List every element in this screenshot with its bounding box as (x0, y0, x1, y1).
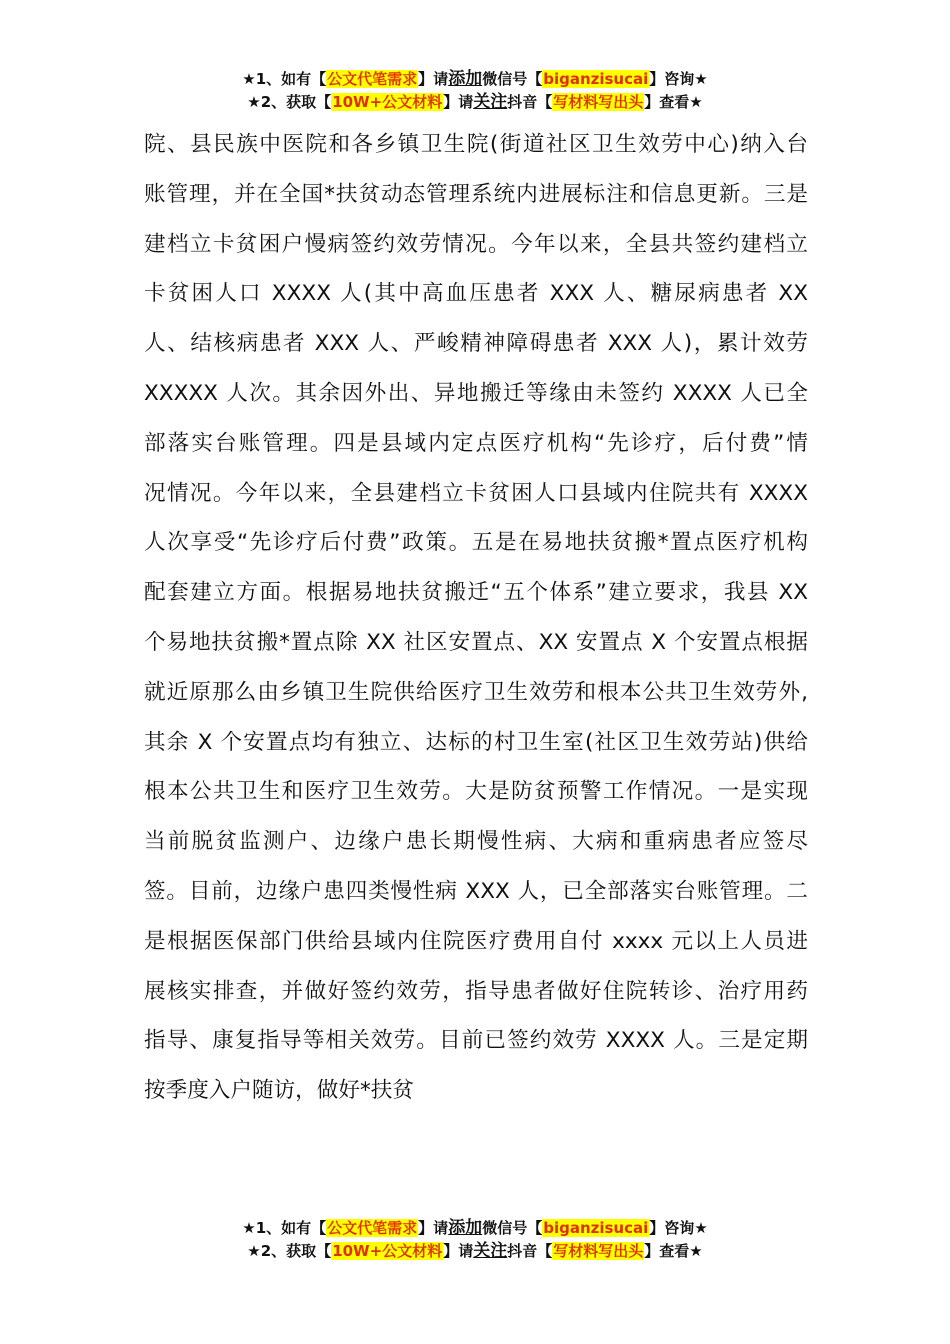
top-banner (0, 68, 950, 114)
highlight-douyin-account: 写材料写出头 (553, 1242, 644, 1260)
body-line: 就近原那么由乡镇卫生院供给医疗卫生效劳和根本公共卫生效劳外, (144, 679, 808, 705)
banner-line-2: ★2、获取【10W+公文材料】请关注抖音【写材料写出头】查看★ (247, 1241, 703, 1261)
body-line: XXXXX 人次。其余因外出、异地搬迁等缘由未签约 XXXX 人已全 (144, 380, 808, 406)
highlight-douyin-account: 写材料写出头 (553, 93, 644, 111)
body-line: 况情况。今年以来，全县建档立卡贫困人口县域内住院共有 XXXX (144, 480, 808, 506)
body-line: 是根据医保部门供给县域内住院医疗费用自付 xxxx 元以上人员进 (144, 928, 808, 954)
highlight-wechat-id: biganzisucai (543, 70, 649, 88)
body-line: 人、结核病患者 XXX 人、严峻精神障碍患者 XXX 人)，累计效劳 (144, 331, 808, 357)
body-line: 按季度入户随访，做好*扶贫 (144, 1078, 414, 1104)
body-line: 当前脱贫监测户、边缘户患长期慢性病、大病和重病患者应签尽 (144, 829, 808, 855)
highlight-writing-service: 公文代笔需求 (327, 1219, 418, 1237)
body-line: 指导、康复指导等相关效劳。目前已签约效劳 XXXX 人。三是定期 (144, 1028, 808, 1054)
body-line: 根本公共卫生和医疗卫生效劳。大是防贫预警工作情况。一是实现 (144, 779, 808, 805)
body-line: 部落实台账管理。四是县域内定点医疗机构“先诊疗，后付费”情 (144, 430, 808, 456)
body-line: 卡贫困人口 XXXX 人(其中高血压患者 XXX 人、糖尿病患者 XX (144, 281, 808, 307)
highlight-wechat-id: biganzisucai (543, 1219, 649, 1237)
bottom-banner (0, 1217, 950, 1263)
highlight-writing-service: 公文代笔需求 (327, 70, 418, 88)
body-line: 建档立卡贫困户慢病签约效劳情况。今年以来，全县共签约建档立 (144, 231, 808, 257)
banner-line-2: ★2、获取【10W+公文材料】请关注抖音【写材料写出头】查看★ (247, 92, 703, 112)
banner-line-1: ★1、如有【公文代笔需求】请添加微信号【biganzisucai】咨询★ (242, 69, 708, 89)
body-text (144, 120, 808, 1116)
body-line: 账管理，并在全国*扶贫动态管理系统内进展标注和信息更新。三是 (144, 181, 808, 207)
body-line: 签。目前，边缘户患四类慢性病 XXX 人，已全部落实台账管理。二 (144, 878, 808, 904)
highlight-materials: 10W+公文材料 (332, 93, 443, 111)
body-line: 其余 X 个安置点均有独立、达标的村卫生室(社区卫生效劳站)供给 (144, 729, 808, 755)
body-line: 人次享受“先诊疗后付费”政策。五是在易地扶贫搬*置点医疗机构 (144, 530, 808, 556)
body-line: 个易地扶贫搬*置点除 XX 社区安置点、XX 安置点 X 个安置点根据 (144, 629, 808, 655)
body-line: 院、县民族中医院和各乡镇卫生院(街道社区卫生效劳中心)纳入台 (144, 132, 808, 157)
body-line: 展核实排查，并做好签约效劳，指导患者做好住院转诊、治疗用药 (144, 978, 808, 1004)
highlight-materials: 10W+公文材料 (332, 1242, 443, 1260)
banner-line-1: ★1、如有【公文代笔需求】请添加微信号【biganzisucai】咨询★ (242, 1218, 708, 1238)
body-line: 配套建立方面。根据易地扶贫搬迁“五个体系”建立要求，我县 XX (144, 580, 808, 606)
